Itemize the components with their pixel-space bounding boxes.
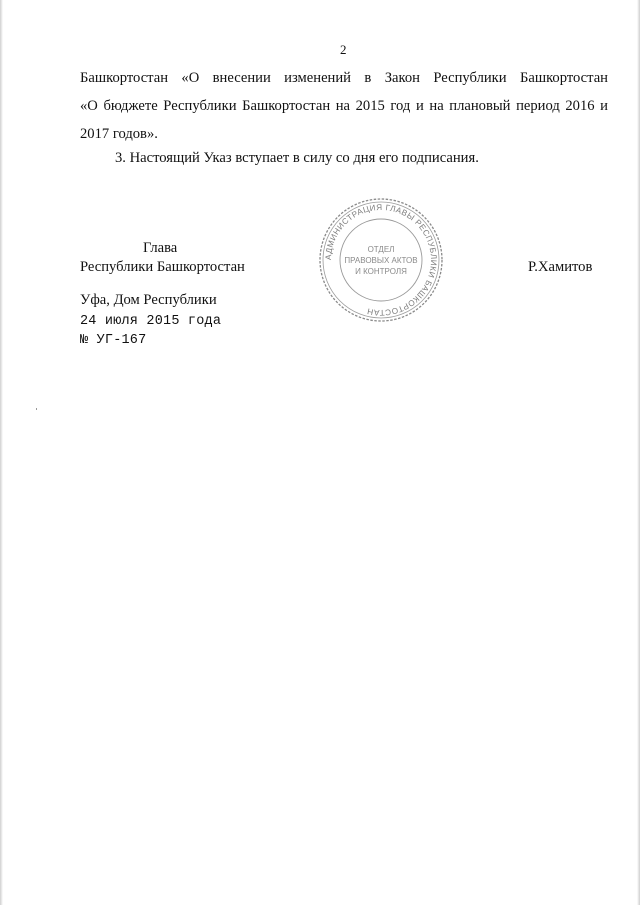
signatory-name: Р.Хамитов [528,259,593,275]
scan-edge-left [0,0,3,905]
seal-center-line-1: ОТДЕЛ [367,245,395,254]
page-number: 2 [340,42,347,57]
seal-center-line-3: И КОНТРОЛЯ [355,267,407,276]
scan-speck [36,408,37,410]
signatory-title: Глава [143,240,178,256]
signing-date: 24 июля 2015 года [80,314,222,329]
official-seal [317,196,445,324]
body-line-2: «О бюджете Республики Башкортостан на 2015 год и на плановый период 2016 и [80,98,608,114]
body-text [80,64,608,148]
signing-place: Уфа, Дом Республики [80,292,217,308]
seal-ring-text: АДМИНИСТРАЦИЯ ГЛАВЫ РЕСПУБЛИКИ БАШКОРТОСТАН [323,202,439,318]
signatory-organization: Республики Башкортостан [80,259,245,275]
body-line-3: 2017 годов». [80,126,158,142]
seal-center-line-2: ПРАВОВЫХ АКТОВ [344,256,418,265]
paragraph-3: 3. Настоящий Указ вступает в силу со дня его подписания. [115,150,479,166]
decree-number: № УГ-167 [80,333,147,348]
body-line-1: Башкортостан «О внесении изменений в Закон Республики Башкортостан [80,70,608,86]
